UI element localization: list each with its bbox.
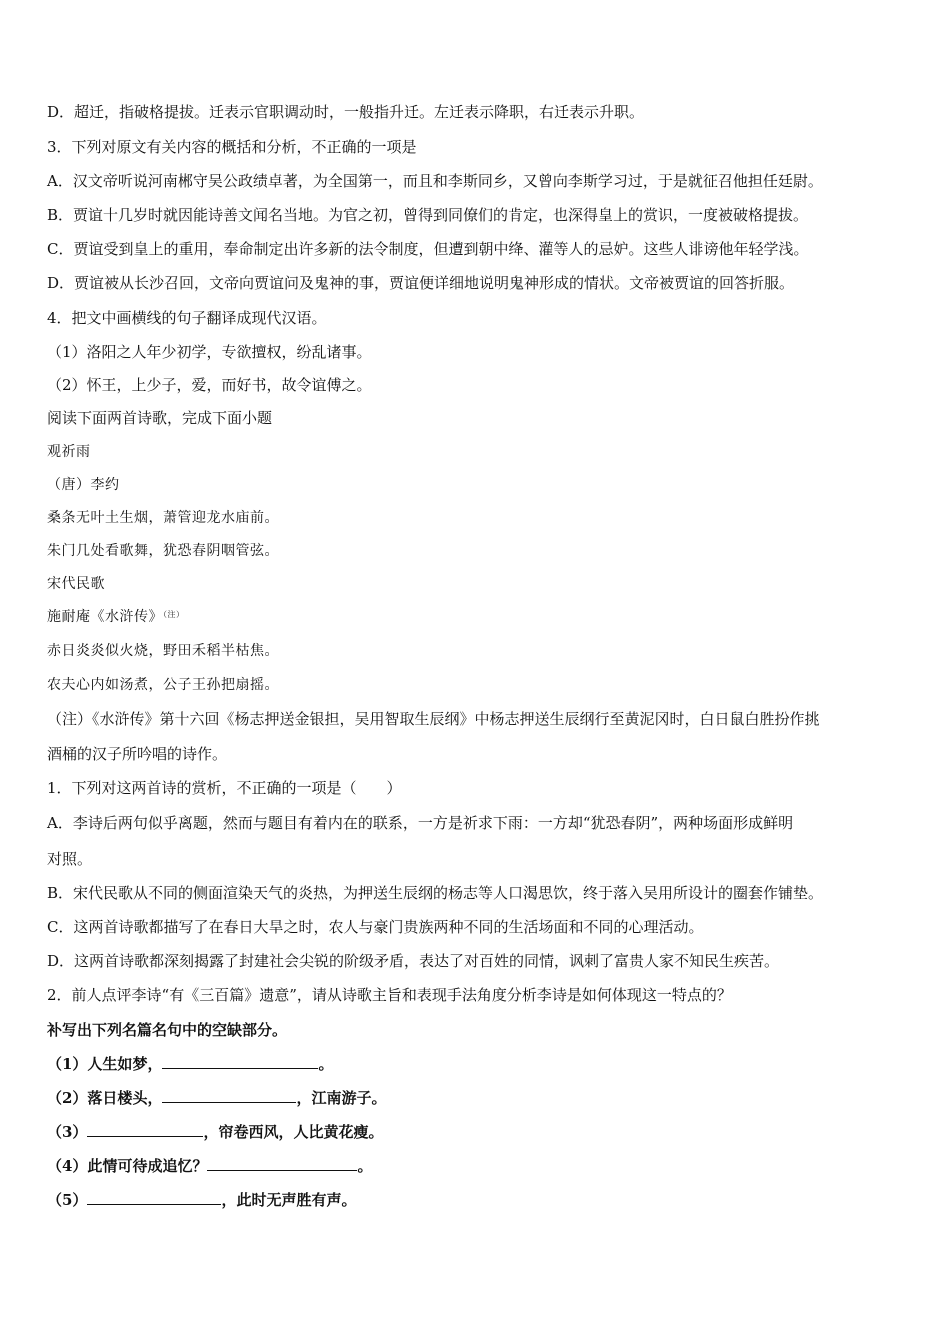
fill-item-5 (47, 1190, 356, 1210)
question-3-option-d: D．贾谊被从长沙召回，文帝向贾谊问及鬼神的事，贾谊便详细地说明鬼神形成的情状。文帝被贾谊的回答折服。 (47, 274, 795, 292)
reading-intro: 阅读下面两首诗歌，完成下面小题 (47, 409, 273, 427)
question-4-item-2: （2）怀王，上少子，爱，而好书，故令谊傅之。 (47, 376, 372, 394)
fill-item-2-prefix: （2）落日楼头， (47, 1089, 163, 1107)
poem-question-1-option-c: C．这两首诗歌都描写了在春日大旱之时，农人与豪门贵族两种不同的生活场面和不同的心理活动。 (47, 918, 704, 936)
question-3-stem: 3．下列对原文有关内容的概括和分析，不正确的一项是 (47, 138, 417, 156)
note-line-2: 酒桶的汉子所吟唱的诗作。 (47, 745, 228, 763)
poem-1-line-2: 朱门几处看歌舞，犹恐春阴咽管弦。 (47, 543, 279, 559)
fill-item-1-suffix: 。 (318, 1055, 334, 1073)
fill-item-1 (47, 1054, 333, 1074)
poem-question-1-option-a-cont: 对照。 (47, 850, 93, 868)
note-line-1: （注）《水浒传》第十六回《杨志押送金银担，吴用智取生辰纲》中杨志押送生辰纲行至黄泥冈时，白日鼠白胜扮作挑 (47, 710, 820, 728)
poem-2-title: 宋代民歌 (47, 576, 105, 592)
fill-item-4-blank[interactable] (207, 1156, 357, 1171)
poem-question-1-option-a: A．李诗后两句似乎离题，然而与题目有着内在的联系，一方是祈求下雨：一方却“犹恐春阴”，两种场面形成鲜明 (47, 814, 794, 832)
option-d-previous: D．超迁，指破格提拔。迁表示官职调动时，一般指升迁。左迁表示降职，右迁表示升职。 (47, 103, 645, 121)
fill-item-1-blank[interactable] (162, 1054, 318, 1069)
poem-2-source (47, 607, 185, 627)
poem-1-line-1: 桑条无叶土生烟，萧管迎龙水庙前。 (47, 510, 279, 526)
question-3-option-c: C．贾谊受到皇上的重用，奉命制定出许多新的法令制度，但遭到朝中绛、灌等人的忌妒。这些人诽谤他年轻学浅。 (47, 240, 809, 258)
fill-item-3 (47, 1122, 383, 1142)
fill-item-2-suffix: ，江南游子。 (296, 1089, 387, 1107)
poem-question-1-stem: 1．下列对这两首诗的赏析，不正确的一项是（ ） (47, 779, 402, 797)
fill-in-title: 补写出下列名篇名句中的空缺部分。 (47, 1021, 288, 1039)
poem-2-line-2: 农夫心内如汤煮，公子王孙把扇摇。 (47, 677, 279, 693)
fill-item-5-blank[interactable] (87, 1190, 221, 1205)
poem-2-source-text: 施耐庵《水浒传》 (47, 609, 163, 625)
fill-item-3-blank[interactable] (87, 1122, 203, 1137)
question-4-item-1: （1）洛阳之人年少初学，专欲擅权，纷乱诸事。 (47, 343, 372, 361)
poem-question-1-option-b: B．宋代民歌从不同的侧面渲染天气的炎热，为押送生辰纲的杨志等人口渴思饮，终于落入吴用所设计的圈套作铺垫。 (47, 884, 824, 902)
fill-item-3-prefix: （3） (47, 1123, 88, 1141)
poem-2-line-1: 赤日炎炎似火烧，野田禾稻半枯焦。 (47, 643, 279, 659)
fill-item-5-suffix: ，此时无声胜有声。 (221, 1191, 357, 1209)
poem-1-author: （唐）李约 (47, 477, 120, 493)
fill-item-5-prefix: （5） (47, 1191, 88, 1209)
fill-item-2-blank[interactable] (162, 1088, 296, 1103)
fill-item-2 (47, 1088, 386, 1108)
poem-2-note-mark: （注） (163, 610, 185, 619)
fill-item-4 (47, 1156, 372, 1176)
question-3-option-b: B．贾谊十几岁时就因能诗善文闻名当地。为官之初，曾得到同僚们的肯定，也深得皇上的赏识，一度被破格提拔。 (47, 206, 809, 224)
question-3-option-a: A．汉文帝听说河南郴守吴公政绩卓著，为全国第一，而且和李斯同乡，又曾向李斯学习过，于是就征召他担任廷尉。 (47, 172, 823, 190)
fill-item-1-prefix: （1）人生如梦， (47, 1055, 163, 1073)
poem-question-2-stem: 2．前人点评李诗“有《三百篇》遗意”，请从诗歌主旨和表现手法角度分析李诗是如何体现这一特点的？ (47, 986, 732, 1004)
fill-item-4-suffix: 。 (357, 1157, 373, 1175)
poem-1-title: 观祈雨 (47, 444, 91, 460)
fill-item-4-prefix: （4）此情可待成追忆？ (47, 1157, 208, 1175)
fill-item-3-suffix: ，帘卷西风，人比黄花瘦。 (203, 1123, 384, 1141)
question-4-stem: 4．把文中画横线的句子翻译成现代汉语。 (47, 309, 327, 327)
poem-question-1-option-d: D．这两首诗歌都深刻揭露了封建社会尖锐的阶级矛盾，表达了对百姓的同情，讽刺了富贵人家不知民生疾苦。 (47, 952, 780, 970)
